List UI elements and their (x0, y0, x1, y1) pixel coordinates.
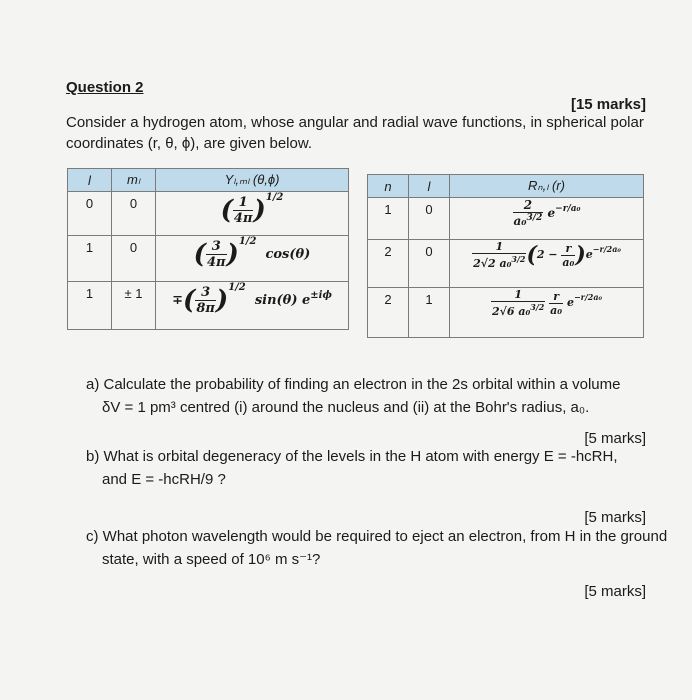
col-header-l: l (409, 175, 450, 198)
table-row (68, 192, 349, 236)
cell-l: 1 (68, 282, 112, 330)
part-c-marks: [5 marks] (584, 583, 646, 600)
R10-equation: $\frac{2}{a_0^{3/2}}$ $e^{-r/a_0}$ (450, 198, 644, 240)
question-title: Question 2 (66, 79, 144, 96)
part-a-marks: [5 marks] (584, 430, 646, 447)
R21-equation: $\frac{1}{2√6 a_0^{3/2}}$ $\frac{r}{\text{a₀}}$ $e^{-r/2a_0}$ (450, 288, 644, 338)
R20-equation: $\frac{1}{2√2 a_0^{3/2}}$ (2 − $\frac{r}{\text{a₀}}$ )$e^{-r/2a_0}$ (450, 240, 644, 288)
Y11-equation: ∓( $\frac{3}{8\pi}$ )$^{1/2}$ sin(θ) $e^{\pm i\phi}$ (156, 282, 349, 330)
table-row (68, 282, 349, 330)
cell-l: 0 (409, 240, 450, 288)
col-header-ml: mₗ (112, 169, 156, 192)
table-row (368, 288, 644, 338)
question-total-marks: [15 marks] (570, 96, 646, 113)
cell-l: 1 (409, 288, 450, 338)
col-header-n: n (368, 175, 409, 198)
cell-l: 1 (68, 236, 112, 282)
col-header-R: Rₙ,ₗ (r) (450, 175, 644, 198)
table-row (368, 198, 644, 240)
part-b-line1: b) What is orbital degeneracy of the levels in the H atom with energy E = -hcRH, (86, 448, 618, 465)
part-b-line2: and E = -hcRH/9 ? (102, 471, 226, 488)
cell-n: 2 (368, 288, 409, 338)
cell-l: 0 (409, 198, 450, 240)
part-b-marks: [5 marks] (584, 509, 646, 526)
cell-ml: 0 (112, 236, 156, 282)
radial-wavefunction-table (367, 174, 644, 338)
part-a-line1: a) Calculate the probability of finding an electron in the 2s orbital within a volume (86, 376, 621, 393)
angular-wavefunction-table (67, 168, 349, 330)
part-c-line2: state, with a speed of 10⁶ m s⁻¹? (102, 551, 321, 568)
Y10-equation: ( $\frac{3}{4\pi}$ )$^{1/2}$ cos(θ) (156, 236, 349, 282)
table-row (368, 240, 644, 288)
question-intro: Consider a hydrogen atom, whose angular and radial wave functions, in spherical polar coordinates (r, θ, ϕ), are given below. (66, 114, 644, 152)
table-row (68, 236, 349, 282)
cell-n: 2 (368, 240, 409, 288)
cell-n: 1 (368, 198, 409, 240)
col-header-Y: Yₗ,ₘₗ (θ,ϕ) (156, 169, 349, 192)
cell-ml: ± 1 (112, 282, 156, 330)
col-header-l: l (68, 169, 112, 192)
part-a-line2: δV = 1 pm³ centred (i) around the nucleus and (ii) at the Bohr's radius, a₀. (102, 399, 590, 416)
Y00-equation: ( $\frac{1}{4\pi}$ )$^{1/2}$ (156, 192, 349, 236)
cell-l: 0 (68, 192, 112, 236)
cell-ml: 0 (112, 192, 156, 236)
part-c-line1: c) What photon wavelength would be required to eject an electron, from H in the ground (86, 528, 668, 545)
